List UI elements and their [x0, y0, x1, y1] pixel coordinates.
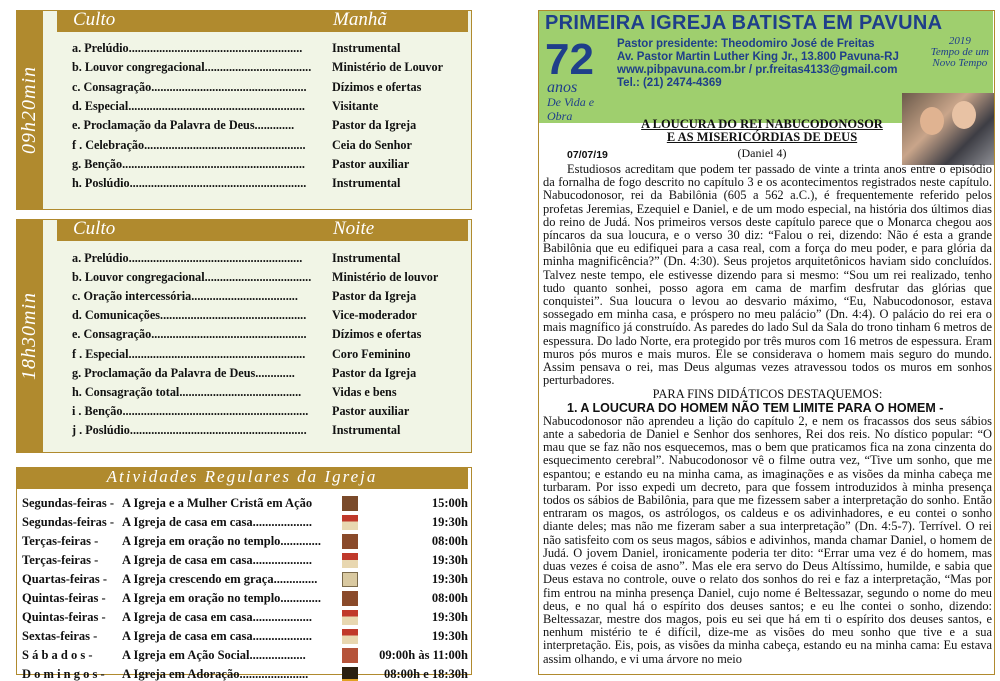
- point-heading: 1. A LOUCURA DO HOMEM NÃO TEM LIMITE PARA O HOMEM -: [567, 400, 944, 415]
- worship-icon: [342, 667, 358, 681]
- program-row: e. Consagração................................................... Dízimos e ofertas: [72, 327, 422, 342]
- church-name: PRIMEIRA IGREJA BATISTA EM PAVUNA: [545, 12, 943, 34]
- morning-time: 09h20min: [17, 66, 40, 154]
- photo-face: [920, 107, 944, 135]
- article-title: [627, 118, 897, 144]
- phone-line: Tel.: (21) 2474-4369: [617, 77, 722, 89]
- year: 2019: [948, 35, 971, 47]
- bulletin-right-page: [538, 10, 995, 675]
- photo-face: [952, 101, 976, 129]
- activity-row: Terças-feiras - A Igreja em oração no templo............. 08:00h: [22, 534, 468, 548]
- program-row: a. Prelúdio......................................................... Instrumental: [72, 41, 401, 55]
- evening-header: [57, 219, 468, 241]
- program-row: a. Prelúdio......................................................... Instrumental: [72, 251, 401, 265]
- activity-row: Terças-feiras - A Igreja de casa em casa................... 19:30h: [22, 553, 468, 567]
- program-row: i . Benção............................................................. Pastor auxiliar: [72, 403, 410, 418]
- evening-culto-label: Culto: [73, 218, 116, 239]
- anniversary-text: anos: [547, 79, 578, 96]
- motto-line-1: Tempo de um: [930, 46, 989, 58]
- evening-period-label: Noite: [333, 218, 375, 239]
- evening-time-tab: [16, 219, 42, 453]
- article-title-line-1: A LOUCURA DO REI NABUCODONOSOR: [641, 117, 883, 131]
- web-line: www.pibpavuna.com.br / pr.freitas4133@gmail.com: [617, 64, 898, 76]
- church-contact: [617, 38, 899, 90]
- program-row: f . Celebração..................................................... Ceia do Senhor: [72, 137, 412, 152]
- article-paragraph: Nabucodonosor não aprendeu a lição do capítulo 2, e nem os fracassos dos seus sábios ante a sabedoria de Daniel e Senhor dos senhores, Rei dos reis. No dístico popular: “O mau que se faz não nos esquecemos, mas o bem que praticamos fica na zona cinzenta do esquecimento cerebral”. Nabucodonosor vê o filme outra vez, “Tive um sonho, que me espantou; e estando eu na minha cama, as imaginações e as visões da minha cabeça me turbaram. Por isso expedi um decreto, para que fossem introduzidos à minha presença todos os sábios de Babilônia, para que me fizessem saber a interpretação do sonho. Então entraram os magos, os astrólogos, os caldeus e os adivinhadores, e eu contei o sonho diante deles; mas não me fizeram saber a sua interpretação” (Dn. 4:5-7). Terrível. O rei não satisfeito com os seus magos, sábios e adivinhos, manda chamar Daniel, o homem de Judá. O jovem Daniel, ironicamente poderia ter dito: “Errar uma vez é do homem, mas duas vezes é coisa de asno”. Mas ele era servo do Deus Altíssimo, humilde, e sabia que Deus estava no controle, ouve o relato dos sonhos do rei e faz a interpretação, “Mas por fim entrou na minha presença Daniel, cujo nome é Beltessazar, segundo o nome do meu deus, e no qual há o espírito dos deuses santos; e eu lhe contei o sonho, dizendo: Beltessazar, mestre dos magos, pois eu sei que há em ti o espírito dos deuses santos, e nenhum mistério te é difícil, dize-me as visões do meu sonho que tive e a sua interpretação. Eis, pois, as visões da minha cabeça, estando eu na minha cama: Eu estava assim olhando, e vi uma árvore no meio: [543, 413, 992, 666]
- activity-row: Quartas-feiras - A Igreja crescendo em graça.............. 19:30h: [22, 572, 468, 586]
- program-row: h. Poslúdio.......................................................... Instrumental: [72, 176, 401, 191]
- house-icon: [342, 610, 358, 625]
- anniversary-caption: [547, 81, 607, 123]
- address-line: Av. Pastor Martin Luther King Jr., 13.800 Pavuna-RJ: [617, 51, 899, 63]
- praying-icon: [342, 534, 358, 549]
- morning-culto-label: Culto: [73, 9, 116, 30]
- social-action-icon: [342, 648, 358, 663]
- pastor-couple-photo: [902, 93, 994, 165]
- article-body: [543, 163, 992, 666]
- program-row: c. Consagração................................................... Dízimos e ofertas: [72, 79, 422, 94]
- program-row: j . Poslúdio.......................................................... Instrumental: [72, 422, 401, 437]
- activity-row: S á b a d o s - A Igreja em Ação Social.................. 09:00h às 11:00h: [22, 648, 468, 662]
- section-heading: PARA FINS DIDÁTICOS DESTAQUEMOS:: [652, 387, 883, 402]
- activity-row: Segundas-feiras - A Igreja de casa em casa................... 19:30h: [22, 515, 468, 529]
- house-icon: [342, 629, 358, 644]
- praying-icon: [342, 591, 358, 606]
- article-paragraph: Estudiosos acreditam que podem ter passado de vinte a trinta anos entre o episódio da fornalha de fogo descrito no capítulo 3 e os acontecimentos registrados neste capítulo. Nabucodonosor, rei da Babilônia (605 a 562 a.C.), é frequentemente referido pelos profetas Jeremias, Ezequiel e Daniel, e de um modo especial, na história dos últimos dias do reino de Judá. Nos primeiros versos deste capítulo parece que o Monarca chegou aos píncaros da sua loucura, e o verso 30 diz: “Falou o rei, dizendo: Não é esta a grande Babilônia que eu edifiquei para a casa real, com a força do meu poder, e para glória da minha magnificência?” (Dn. 4:30). Seus projetos arquitetônicos haviam sido concluídos. Talvez neste tempo, ele estivesse dizendo para si mesmo: “Sou um rei realizado, tenho tudo quanto sonhei, posso agora em cama de marfim desfrutar das glórias que conquistei”. Sua loucura o levou ao desvario máximo, “Eu, Nabucodonosor, estava sossegado em minha casa, e próspero no meu palácio” (Dn. 4:4). O palácio do rei era o mais magnífico já construído. As paredes do lado Sul da Sala do trono tinham 6 metros de espessura. Do lado Norte, era protegido por três muros com 16 metros de espessura. Eram muros pós muros e mais muros. Ele se considerava o homem mais seguro do mundo. Assim pensava o rei, mas Deus algumas vezes atravessou todos os muros em sonhos perturbadores.: [543, 162, 992, 388]
- year-motto: [931, 36, 989, 69]
- program-row: d. Comunicações................................................ Vice-moderador: [72, 308, 417, 323]
- article-date: 07/07/19: [567, 149, 608, 161]
- program-row: g. Proclamação da Palavra de Deus............. Pastor da Igreja: [72, 365, 417, 380]
- activity-row: Quintas-feiras - A Igreja de casa em casa................... 19:30h: [22, 610, 468, 624]
- program-row: b. Louvor congregacional................................... Ministério de Louvor: [72, 60, 444, 75]
- program-row: e. Proclamação da Palavra de Deus............. Pastor da Igreja: [72, 118, 417, 133]
- morning-period-label: Manhã: [333, 9, 387, 30]
- anniversary-sub: De Vida e Obra: [547, 95, 595, 123]
- anniversary-number: 72: [545, 35, 594, 84]
- program-row: f . Especial.......................................................... Coro Feminino: [72, 346, 411, 361]
- evening-time: 18h30min: [17, 292, 40, 380]
- anniversary-logo: [545, 35, 594, 85]
- program-row: d. Especial.......................................................... Visitante: [72, 98, 379, 113]
- article-title-line-2: E AS MISERICÓRDIAS DE DEUS: [666, 130, 858, 144]
- program-row: g. Benção............................................................ Pastor auxiliar: [72, 156, 410, 171]
- article-reference: (Daniel 4): [737, 146, 787, 160]
- pastor-line: Pastor presidente: Theodomiro José de Freitas: [617, 38, 875, 50]
- house-icon: [342, 515, 358, 530]
- program-row: b. Louvor congregacional................................... Ministério de louvor: [72, 270, 439, 285]
- house-icon: [342, 553, 358, 568]
- activity-row: Sextas-feiras - A Igreja de casa em casa................... 19:30h: [22, 629, 468, 643]
- activity-row: D o m i n g o s - A Igreja em Adoração...................... 08:00h e 18:30h: [22, 667, 468, 681]
- program-row: c. Oração intercessória................................... Pastor da Igreja: [72, 289, 417, 304]
- program-row: h. Consagração total........................................ Vidas e bens: [72, 384, 397, 399]
- activity-row: Segundas-feiras - A Igreja e a Mulher Cristã em Ação 15:00h: [22, 496, 468, 510]
- morning-header: [57, 10, 468, 32]
- morning-time-tab: [16, 10, 42, 210]
- woman-icon: [342, 496, 358, 511]
- activity-row: Quintas-feiras - A Igreja em oração no templo............. 08:00h: [22, 591, 468, 605]
- bible-icon: [342, 572, 358, 587]
- activities-title: Atividades Regulares da Igreja: [16, 467, 468, 489]
- motto-line-2: Novo Tempo: [932, 57, 988, 69]
